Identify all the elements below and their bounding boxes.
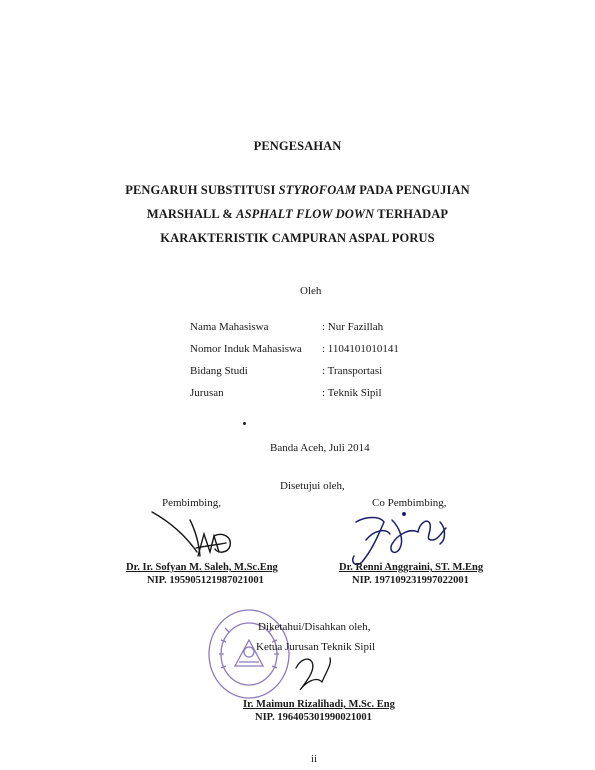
thesis-title-line-1: PENGARUH SUBSTITUSI STYROFOAM PADA PENGUJIAN — [125, 183, 470, 197]
info-value-nim: : 1104101010141 — [322, 343, 399, 355]
ketua-nip: NIP. 196405301990021001 — [255, 712, 372, 723]
page-heading: PENGESAHAN — [253, 139, 342, 153]
co-pembimbing-role: Co Pembimbing, — [372, 497, 447, 509]
pembimbing-nip: NIP. 195905121987021001 — [147, 575, 264, 586]
thesis-title-line-2: MARSHALL & ASPHALT FLOW DOWN TERHADAP — [146, 207, 449, 221]
info-label-name: Nama Mahasiswa — [190, 321, 269, 333]
oleh-label: Oleh — [300, 285, 322, 297]
info-label-nim: Nomor Induk Mahasiswa — [190, 343, 302, 355]
info-label-field: Bidang Studi — [190, 365, 248, 377]
info-value-name: : Nur Fazillah — [322, 321, 384, 333]
info-label-department: Jurusan — [190, 387, 224, 399]
co-pembimbing-nip: NIP. 197109231997022001 — [352, 575, 469, 586]
pembimbing-role: Pembimbing, — [162, 497, 221, 509]
thesis-title-line-3: KARAKTERISTIK CAMPURAN ASPAL PORUS — [160, 231, 435, 245]
ketua-name: Ir. Maimun Rizalihadi, M.Sc. Eng — [243, 699, 395, 710]
co-pembimbing-name: Dr. Renni Anggraini, ST. M.Eng — [339, 562, 484, 573]
place-date: Banda Aceh, Juli 2014 — [270, 442, 370, 454]
acknowledged-line-1: Diketahui/Disahkan oleh, — [258, 621, 371, 633]
info-value-department: : Teknik Sipil — [322, 387, 382, 399]
page-number: ii — [311, 753, 318, 765]
approved-by-label: Disetujui oleh, — [280, 480, 345, 492]
stray-dot — [243, 422, 246, 425]
info-value-field: : Transportasi — [322, 365, 383, 377]
acknowledged-line-2: Ketua Jurusan Teknik Sipil — [256, 641, 376, 653]
pembimbing-name: Dr. Ir. Sofyan M. Saleh, M.Sc.Eng — [126, 562, 278, 573]
